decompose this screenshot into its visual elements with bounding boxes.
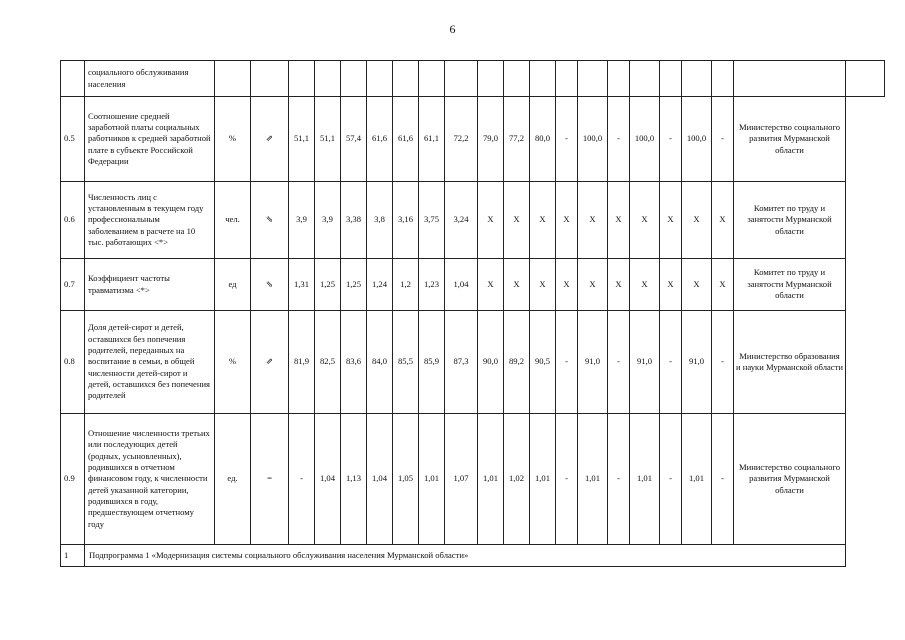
value-cell: 89,2	[504, 311, 530, 414]
indicator-name: Доля детей-сирот и детей, оставшихся без попечения родителей, переданных на воспитание в семьи, в общей численности детей-сирот и детей, оставшихся без попечения родителей	[85, 311, 215, 414]
value-cell	[419, 61, 445, 97]
value-cell: X	[608, 182, 630, 259]
value-cell: X	[530, 259, 556, 311]
row-number: 0.7	[61, 259, 85, 311]
value-cell: 3,16	[393, 182, 419, 259]
table-row	[61, 97, 885, 182]
trend-icon	[251, 61, 289, 97]
value-cell: -	[289, 414, 315, 545]
value-cell: 1,13	[341, 414, 367, 545]
value-cell: 77,2	[504, 97, 530, 182]
value-cell: X	[682, 182, 712, 259]
value-cell: 1,07	[445, 414, 478, 545]
value-cell: X	[712, 182, 734, 259]
value-cell: X	[608, 259, 630, 311]
responsible-cell: Министерство социального развития Мурманской области	[734, 97, 846, 182]
value-cell: X	[578, 259, 608, 311]
value-cell: 1,04	[367, 414, 393, 545]
unit-cell	[215, 61, 251, 97]
value-cell: 100,0	[630, 97, 660, 182]
table-row	[61, 182, 885, 259]
value-cell: 83,6	[341, 311, 367, 414]
value-cell: 61,6	[367, 97, 393, 182]
value-cell: 91,0	[630, 311, 660, 414]
value-cell: 72,2	[445, 97, 478, 182]
indicator-name: Соотношение средней заработной платы социальных работников к средней заработной плате в субъекте Российской Федерации	[85, 97, 215, 182]
value-cell	[682, 61, 712, 97]
value-cell: 81,9	[289, 311, 315, 414]
value-cell: 1,25	[315, 259, 341, 311]
value-cell: X	[478, 259, 504, 311]
value-cell: -	[608, 311, 630, 414]
value-cell: -	[712, 97, 734, 182]
value-cell: -	[608, 414, 630, 545]
table-row	[61, 61, 885, 97]
value-cell: 1,01	[578, 414, 608, 545]
value-cell: 61,1	[419, 97, 445, 182]
unit-cell: %	[215, 97, 251, 182]
value-cell: X	[712, 259, 734, 311]
value-cell: 1,2	[393, 259, 419, 311]
row-number: 0.6	[61, 182, 85, 259]
value-cell: 91,0	[682, 311, 712, 414]
value-cell: X	[504, 182, 530, 259]
value-cell	[630, 61, 660, 97]
responsible-cell: Министерство образования и науки Мурманской области	[734, 311, 846, 414]
unit-cell: ед.	[215, 414, 251, 545]
value-cell	[367, 61, 393, 97]
value-cell: 3,75	[419, 182, 445, 259]
subprogram-title: Подпрограмма 1 «Модернизация системы социального обслуживания населения Мурманской области»	[85, 545, 846, 567]
value-cell: 1,31	[289, 259, 315, 311]
value-cell	[445, 61, 478, 97]
value-cell: 1,01	[530, 414, 556, 545]
value-cell: 1,01	[478, 414, 504, 545]
responsible-cell	[846, 61, 885, 97]
table-row	[61, 259, 885, 311]
subprogram-row	[61, 545, 885, 567]
value-cell	[734, 61, 846, 97]
value-cell: 79,0	[478, 97, 504, 182]
value-cell	[530, 61, 556, 97]
subprogram-number: 1	[61, 545, 85, 567]
value-cell: X	[682, 259, 712, 311]
value-cell: 3,9	[289, 182, 315, 259]
value-cell: X	[504, 259, 530, 311]
value-cell: 1,01	[419, 414, 445, 545]
value-cell: -	[556, 97, 578, 182]
trend-icon: ⇘	[251, 259, 289, 311]
value-cell	[712, 61, 734, 97]
unit-cell: чел.	[215, 182, 251, 259]
value-cell: X	[578, 182, 608, 259]
value-cell: -	[660, 97, 682, 182]
row-number: 0.9	[61, 414, 85, 545]
value-cell: X	[530, 182, 556, 259]
value-cell: 85,5	[393, 311, 419, 414]
value-cell: -	[608, 97, 630, 182]
trend-icon: ⇘	[251, 182, 289, 259]
value-cell: X	[478, 182, 504, 259]
value-cell: -	[556, 414, 578, 545]
value-cell: 61,6	[393, 97, 419, 182]
value-cell: 1,23	[419, 259, 445, 311]
value-cell: -	[556, 311, 578, 414]
responsible-cell: Комитет по труду и занятости Мурманской области	[734, 182, 846, 259]
trend-icon: ⇗	[251, 97, 289, 182]
value-cell: 3,24	[445, 182, 478, 259]
table-row	[61, 414, 885, 545]
value-cell: X	[630, 259, 660, 311]
responsible-cell: Министерство социального развития Мурманской области	[734, 414, 846, 545]
trend-icon: =	[251, 414, 289, 545]
value-cell: 1,24	[367, 259, 393, 311]
unit-cell: %	[215, 311, 251, 414]
value-cell: 3,9	[315, 182, 341, 259]
value-cell: 91,0	[578, 311, 608, 414]
value-cell: X	[556, 259, 578, 311]
value-cell: X	[660, 259, 682, 311]
table-row	[61, 311, 885, 414]
value-cell	[578, 61, 608, 97]
value-cell: X	[630, 182, 660, 259]
indicators-table	[60, 60, 885, 567]
value-cell	[504, 61, 530, 97]
value-cell: -	[712, 414, 734, 545]
row-number: 0.8	[61, 311, 85, 414]
value-cell: -	[660, 311, 682, 414]
value-cell: -	[660, 414, 682, 545]
value-cell	[660, 61, 682, 97]
page-number: 6	[449, 22, 456, 36]
row-number: 0.5	[61, 97, 85, 182]
value-cell: 57,4	[341, 97, 367, 182]
value-cell: 90,5	[530, 311, 556, 414]
value-cell: X	[660, 182, 682, 259]
indicator-name: Численность лиц с установленным в текущем году профессиональным заболеванием в расчете на 10 тыс. работающих <*>	[85, 182, 215, 259]
value-cell: 82,5	[315, 311, 341, 414]
value-cell: 87,3	[445, 311, 478, 414]
indicator-name: Отношение численности третьих или последующих детей (родных, усыновленных), родившихся в отчетном финансовом году, к численности детей указанной категории, родившихся в году, предшествующем отчетному году	[85, 414, 215, 545]
value-cell: 1,02	[504, 414, 530, 545]
value-cell	[608, 61, 630, 97]
value-cell: 1,04	[445, 259, 478, 311]
value-cell: 80,0	[530, 97, 556, 182]
value-cell: 1,25	[341, 259, 367, 311]
value-cell: 100,0	[578, 97, 608, 182]
value-cell	[478, 61, 504, 97]
indicator-name: Коэффициент частоты травматизма <*>	[85, 259, 215, 311]
value-cell	[341, 61, 367, 97]
value-cell: -	[712, 311, 734, 414]
value-cell	[289, 61, 315, 97]
row-number	[61, 61, 85, 97]
value-cell: X	[556, 182, 578, 259]
value-cell: 85,9	[419, 311, 445, 414]
unit-cell: ед	[215, 259, 251, 311]
trend-icon: ⇗	[251, 311, 289, 414]
value-cell: 51,1	[315, 97, 341, 182]
value-cell	[315, 61, 341, 97]
value-cell	[556, 61, 578, 97]
value-cell: 3,38	[341, 182, 367, 259]
value-cell: 90,0	[478, 311, 504, 414]
responsible-cell: Комитет по труду и занятости Мурманской области	[734, 259, 846, 311]
value-cell: 1,04	[315, 414, 341, 545]
value-cell: 1,01	[630, 414, 660, 545]
value-cell: 3,8	[367, 182, 393, 259]
value-cell: 1,05	[393, 414, 419, 545]
value-cell: 84,0	[367, 311, 393, 414]
value-cell: 1,01	[682, 414, 712, 545]
value-cell	[393, 61, 419, 97]
value-cell: 100,0	[682, 97, 712, 182]
value-cell: 51,1	[289, 97, 315, 182]
indicator-name: социального обслуживания населения	[85, 61, 215, 97]
